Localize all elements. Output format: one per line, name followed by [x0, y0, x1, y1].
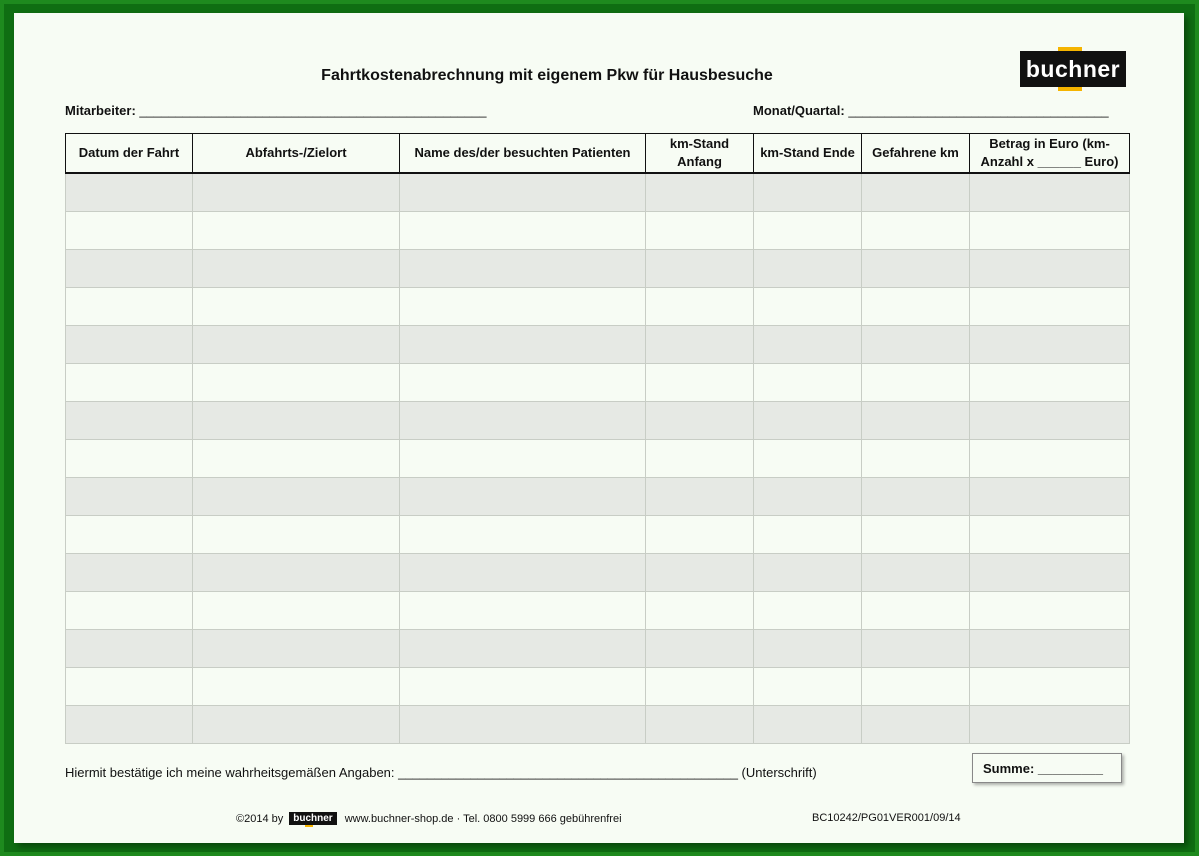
table-cell[interactable] — [970, 592, 1130, 630]
table-cell[interactable] — [400, 402, 646, 440]
table-cell[interactable] — [754, 212, 862, 250]
table-cell[interactable] — [970, 440, 1130, 478]
table-cell[interactable] — [862, 592, 970, 630]
column-header-km-driven: Gefahrene km — [862, 134, 970, 174]
table-cell[interactable] — [646, 478, 754, 516]
table-cell[interactable] — [66, 592, 193, 630]
table-cell[interactable] — [646, 516, 754, 554]
table-row — [66, 668, 1130, 706]
table-cell[interactable] — [400, 250, 646, 288]
table-cell[interactable] — [646, 668, 754, 706]
table-cell[interactable] — [66, 440, 193, 478]
table-cell[interactable] — [862, 630, 970, 668]
table-cell[interactable] — [646, 402, 754, 440]
table-cell[interactable] — [193, 402, 400, 440]
table-cell[interactable] — [66, 706, 193, 744]
table-cell[interactable] — [193, 173, 400, 212]
table-cell[interactable] — [66, 173, 193, 212]
table-cell[interactable] — [400, 288, 646, 326]
table-cell[interactable] — [400, 516, 646, 554]
table-cell[interactable] — [66, 402, 193, 440]
table-cell[interactable] — [754, 326, 862, 364]
table-row — [66, 173, 1130, 212]
table-cell[interactable] — [193, 630, 400, 668]
table-cell[interactable] — [862, 212, 970, 250]
table-row — [66, 630, 1130, 668]
table-cell[interactable] — [862, 554, 970, 592]
table-row — [66, 516, 1130, 554]
table-cell[interactable] — [193, 478, 400, 516]
table-cell[interactable] — [862, 668, 970, 706]
table-cell[interactable] — [862, 250, 970, 288]
sum-label: Summe: _________ — [983, 760, 1103, 776]
table-cell[interactable] — [66, 212, 193, 250]
table-cell[interactable] — [754, 173, 862, 212]
table-cell[interactable] — [66, 478, 193, 516]
table-cell[interactable] — [193, 288, 400, 326]
table-cell[interactable] — [970, 668, 1130, 706]
table-row — [66, 212, 1130, 250]
table-cell[interactable] — [970, 250, 1130, 288]
trip-log-table — [65, 133, 1130, 744]
table-cell[interactable] — [66, 364, 193, 402]
table-cell[interactable] — [754, 706, 862, 744]
column-header-km-start: km-Stand Anfang — [646, 134, 754, 174]
form-title: Fahrtkostenabrechnung mit eigenem Pkw für Hausbesuche — [321, 67, 773, 84]
table-cell[interactable] — [862, 173, 970, 212]
table-cell[interactable] — [754, 364, 862, 402]
logo-bar-bottom — [1058, 87, 1082, 91]
table-cell[interactable] — [646, 364, 754, 402]
footer-code: BC10242/PG01VER001/09/14 — [812, 812, 961, 824]
table-row — [66, 288, 1130, 326]
table-cell[interactable] — [400, 440, 646, 478]
table-cell[interactable] — [754, 554, 862, 592]
table-cell[interactable] — [970, 212, 1130, 250]
table-cell[interactable] — [970, 173, 1130, 212]
table-cell[interactable] — [754, 592, 862, 630]
table-row — [66, 326, 1130, 364]
table-row — [66, 554, 1130, 592]
table-cell[interactable] — [862, 364, 970, 402]
form-page — [14, 13, 1184, 843]
table-row — [66, 402, 1130, 440]
table-cell[interactable] — [970, 364, 1130, 402]
column-header-date: Datum der Fahrt — [66, 134, 193, 174]
table-cell[interactable] — [970, 630, 1130, 668]
column-header-amount: Betrag in Euro (km-Anzahl x ______ Euro) — [970, 134, 1130, 174]
table-cell[interactable] — [193, 516, 400, 554]
table-cell[interactable] — [400, 326, 646, 364]
table-cell[interactable] — [862, 440, 970, 478]
table-cell[interactable] — [754, 250, 862, 288]
footer-contact — [236, 812, 622, 825]
table-cell[interactable] — [970, 478, 1130, 516]
table-cell[interactable] — [862, 706, 970, 744]
table-cell[interactable] — [970, 516, 1130, 554]
table-cell[interactable] — [754, 516, 862, 554]
table-cell[interactable] — [400, 554, 646, 592]
table-cell[interactable] — [193, 706, 400, 744]
table-row — [66, 478, 1130, 516]
table-cell[interactable] — [646, 440, 754, 478]
table-cell[interactable] — [193, 554, 400, 592]
period-label: Monat/Quartal: — [753, 103, 845, 118]
footer-contact-text: www.buchner-shop.de · Tel. 0800 5999 666 gebührenfrei — [344, 812, 622, 825]
table-cell[interactable] — [400, 478, 646, 516]
outer-frame — [4, 4, 1195, 852]
table-cell[interactable] — [66, 516, 193, 554]
table-cell[interactable] — [66, 630, 193, 668]
table-row — [66, 592, 1130, 630]
table-cell[interactable] — [970, 288, 1130, 326]
table-cell[interactable] — [754, 668, 862, 706]
table-cell[interactable] — [646, 630, 754, 668]
table-cell[interactable] — [646, 592, 754, 630]
table-cell[interactable] — [970, 706, 1130, 744]
table-cell[interactable] — [66, 250, 193, 288]
table-cell[interactable] — [646, 173, 754, 212]
table-cell[interactable] — [400, 668, 646, 706]
table-cell[interactable] — [862, 326, 970, 364]
table-cell[interactable] — [970, 402, 1130, 440]
table-cell[interactable] — [754, 288, 862, 326]
table-cell[interactable] — [646, 554, 754, 592]
footer-logo: buchner — [289, 812, 336, 825]
table-cell[interactable] — [66, 326, 193, 364]
table-cell[interactable] — [862, 402, 970, 440]
table-cell[interactable] — [193, 592, 400, 630]
table-cell[interactable] — [400, 212, 646, 250]
logo-bar-top — [1058, 47, 1082, 51]
period-field[interactable] — [753, 103, 1109, 118]
table-cell[interactable] — [193, 440, 400, 478]
table-cell[interactable] — [970, 326, 1130, 364]
column-header-patient: Name des/der besuchten Patienten — [400, 134, 646, 174]
employee-line[interactable]: ________________________________________________ — [139, 103, 487, 118]
table-cell[interactable] — [400, 364, 646, 402]
table-cell[interactable] — [193, 212, 400, 250]
table-cell[interactable] — [646, 706, 754, 744]
buchner-logo — [1020, 51, 1126, 87]
table-cell[interactable] — [400, 706, 646, 744]
table-cell[interactable] — [193, 250, 400, 288]
table-cell[interactable] — [646, 326, 754, 364]
column-header-km-end: km-Stand Ende — [754, 134, 862, 174]
table-header-row — [66, 134, 1130, 174]
table-cell[interactable] — [646, 250, 754, 288]
table-row — [66, 250, 1130, 288]
sum-box[interactable] — [972, 753, 1122, 783]
table-cell[interactable] — [862, 288, 970, 326]
table-cell[interactable] — [862, 516, 970, 554]
logo-text: buchner — [1025, 55, 1121, 82]
table-row — [66, 364, 1130, 402]
table-cell[interactable] — [754, 402, 862, 440]
table-cell[interactable] — [66, 668, 193, 706]
table-row — [66, 440, 1130, 478]
period-line[interactable]: ____________________________________ — [848, 103, 1109, 118]
confirmation-statement: Hiermit bestätige ich meine wahrheitsgemäßen Angaben: _______________________________________________ (Unterschrift) — [65, 765, 817, 780]
table-cell[interactable] — [193, 326, 400, 364]
table-cell[interactable] — [754, 440, 862, 478]
table-cell[interactable] — [193, 668, 400, 706]
table-cell[interactable] — [400, 173, 646, 212]
table-cell[interactable] — [193, 364, 400, 402]
employee-label: Mitarbeiter: — [65, 103, 136, 118]
table-body — [66, 173, 1130, 744]
table-cell[interactable] — [970, 554, 1130, 592]
table-row — [66, 706, 1130, 744]
column-header-location: Abfahrts-/Zielort — [193, 134, 400, 174]
table-cell[interactable] — [646, 212, 754, 250]
table-cell[interactable] — [646, 288, 754, 326]
table-cell[interactable] — [754, 478, 862, 516]
table-cell[interactable] — [400, 592, 646, 630]
table-cell[interactable] — [66, 554, 193, 592]
footer-copyright: ©2014 by — [236, 812, 284, 825]
table-cell[interactable] — [754, 630, 862, 668]
table-cell[interactable] — [862, 478, 970, 516]
table-cell[interactable] — [400, 630, 646, 668]
employee-field[interactable] — [65, 103, 486, 118]
table-cell[interactable] — [66, 288, 193, 326]
